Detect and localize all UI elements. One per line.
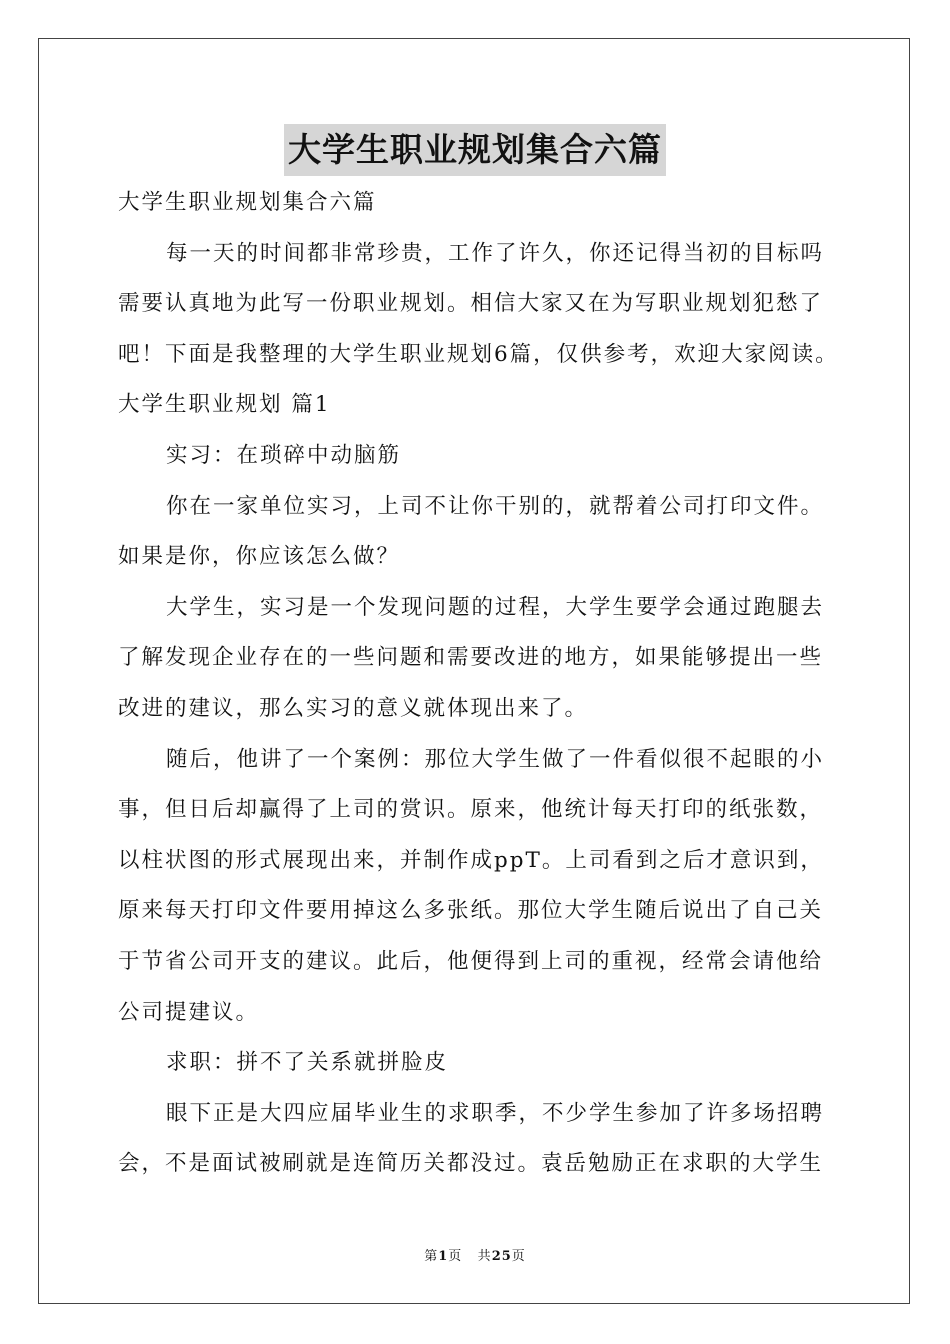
page-prefix: 第: [424, 1249, 439, 1264]
page-suffix: 页: [448, 1249, 463, 1264]
total-pages: 25: [491, 1249, 512, 1264]
page-footer: [0, 1245, 950, 1264]
paragraph: 随后，他讲了一个案例：那位大学生做了一件看似很不起眼的小事，但日后却赢得了上司的赏识。原来，他统计每天打印的纸张数，以柱状图的形式展现出来，并制作成ppT。上司看到之后才意识到，原来每天打印文件要用掉这么多张纸。那位大学生随后说出了自己关于节省公司开支的建议。此后，他便得到上司的重视，经常会请他给公司提建议。: [118, 746, 825, 1025]
paragraph: 每一天的时间都非常珍贵，工作了许久，你还记得当初的目标吗需要认真地为此写一份职业规划。相信大家又在为写职业规划犯愁了吧！下面是我整理的大学生职业规划6篇，仅供参考，欢迎大家阅读。: [118, 240, 839, 367]
total-suffix: 页: [511, 1249, 526, 1264]
subheading: 求职：拼不了关系就拼脸皮: [166, 1050, 449, 1076]
document-title-container: [0, 124, 950, 176]
section-heading: 大学生职业规划 篇1: [118, 392, 331, 418]
page-number: 1: [438, 1249, 449, 1264]
paragraph: 眼下正是大四应届毕业生的求职季，不少学生参加了许多场招聘会，不是面试被刷就是连简历关都没过。袁岳勉励正在求职的大学生: [118, 1100, 825, 1177]
paragraph: 你在一家单位实习，上司不让你干别的，就帮着公司打印文件。如果是你，你应该怎么做？: [118, 493, 825, 570]
paragraph: 大学生职业规划集合六篇: [118, 190, 377, 215]
paragraph: 大学生，实习是一个发现问题的过程，大学生要学会通过跑腿去了解发现企业存在的一些问题和需要改进的地方，如果能够提出一些改进的建议，那么实习的意义就体现出来了。: [118, 594, 825, 721]
subheading: 实习：在琐碎中动脑筋: [166, 442, 402, 468]
document-title: 大学生职业规划集合六篇: [284, 124, 666, 176]
total-prefix: 共: [477, 1249, 492, 1264]
document-body: [118, 178, 840, 1190]
